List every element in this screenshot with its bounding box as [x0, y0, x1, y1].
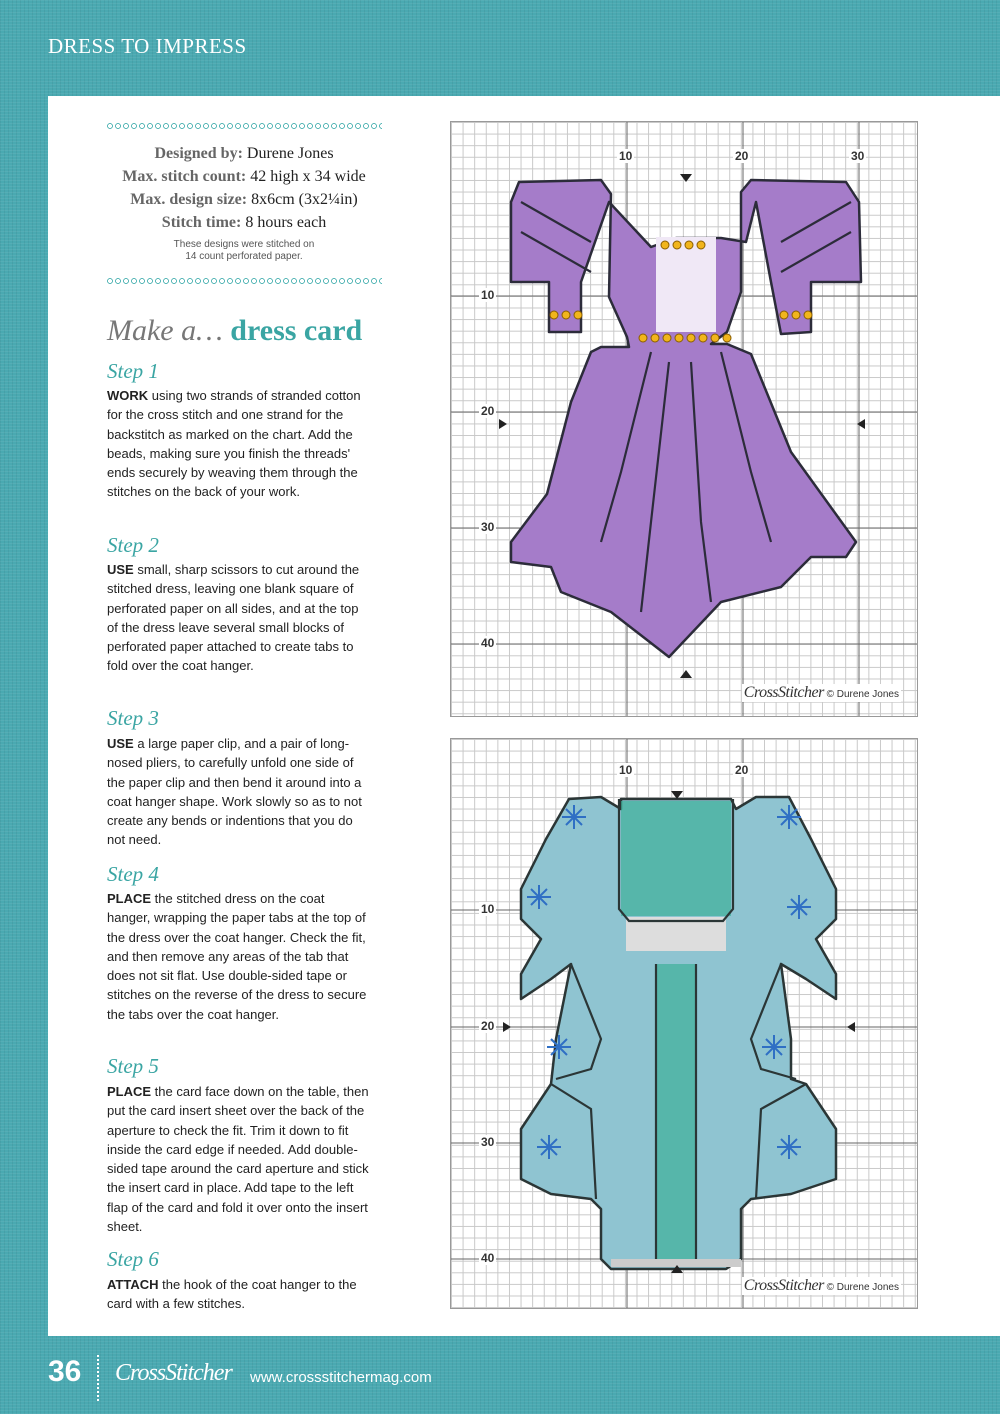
- spec-designer: Designed by: Durene Jones: [154, 145, 334, 162]
- teal-dress-chart: [450, 738, 918, 1309]
- chart1-credit: CrossStitcher © Durene Jones: [743, 684, 899, 701]
- step-1-title: Step 1: [107, 359, 159, 383]
- chart1-col-label: 20: [735, 149, 749, 163]
- spec-stitch-count: Max. stitch count: 42 high x 34 wide: [122, 168, 366, 185]
- chart1-row-label: 40: [481, 636, 495, 650]
- step-6-text: ATTACH the hook of the coat hanger to the card with a few stitches.: [107, 1277, 357, 1312]
- magazine-url[interactable]: www.crossstitchermag.com: [250, 1369, 432, 1386]
- purple-dress-chart: [450, 121, 918, 717]
- footer-divider: [97, 1355, 99, 1401]
- step-4-text: PLACE the stitched dress on the coat hanger, wrapping the paper tabs at the top of the dress over the coat hanger. Check the fit, and then remove any areas of the tab that does not sit flat. Use double-sided tape or stitches on the reverse of the dress to secure the tabs over the coat hanger.: [107, 891, 367, 1022]
- chart2-row-label: 10: [481, 902, 495, 916]
- chart1-col-label: 10: [619, 149, 633, 163]
- step-5-title: Step 5: [107, 1054, 159, 1078]
- spec-stitch-time: Stitch time: 8 hours each: [161, 214, 327, 231]
- page-number: 36: [48, 1355, 82, 1388]
- step-2-text: USE small, sharp scissors to cut around the stitched dress, leaving one blank square of perforated paper on all sides, and at the top of the dress leave several small blocks of perforated paper attached to create tabs to fold over the coat hanger.: [107, 562, 360, 674]
- magazine-logo: CrossStitcher: [115, 1360, 232, 1386]
- step-4-title: Step 4: [107, 862, 159, 886]
- step-5-text: PLACE the card face down on the table, then put the card insert sheet over the back of the aperture to check the fit. Trim it down to fit inside the card edge if needed. Add double-sided tape around the card aperture and stick the insert card in place. Add tape to the left flap of the card and fold it over onto the insert sheet.: [107, 1084, 369, 1235]
- step-3-title: Step 3: [107, 706, 159, 730]
- step-3-text: USE a large paper clip, and a pair of long-nosed pliers, to carefully unfold one side of the paper clip and then bend it around into a coat hanger shape. Work slowly so as to not create any bends or indentions that you do not need.: [107, 736, 362, 848]
- chart2-row-label: 30: [481, 1135, 495, 1149]
- chart2-col-label: 20: [735, 763, 749, 777]
- divider-bottom: [106, 277, 382, 285]
- section-title: DRESS TO IMPRESS: [48, 34, 247, 58]
- chart2-row-label: 20: [481, 1019, 495, 1033]
- chart1-row-label: 10: [481, 288, 495, 302]
- step-1-text: WORK using two strands of stranded cotton for the cross stitch and one strand for the backstitch as marked on the chart. Add the beads, making sure you finish the threads' ends securely by weaving them through the stitches on the back of your work.: [107, 388, 361, 500]
- chart1-col-label: 30: [851, 149, 865, 163]
- step-2-title: Step 2: [107, 533, 159, 557]
- step-6-title: Step 6: [107, 1247, 159, 1271]
- design-specs: [100, 142, 388, 234]
- chart1-row-label: 20: [481, 404, 495, 418]
- purple-dress-illustration: [451, 122, 917, 716]
- chart2-row-label: 40: [481, 1251, 495, 1265]
- chart2-credit: CrossStitcher © Durene Jones: [743, 1277, 899, 1294]
- teal-dress-illustration: [451, 739, 917, 1308]
- spec-design-size: Max. design size: 8x6cm (3x2¼in): [130, 191, 358, 208]
- paper-note: These designs were stitched on 14 count perforated paper.: [173, 239, 315, 262]
- section-heading: Make a… dress card: [107, 314, 363, 347]
- chart1-row-label: 30: [481, 520, 495, 534]
- chart2-col-label: 10: [619, 763, 633, 777]
- divider-top: [106, 122, 382, 130]
